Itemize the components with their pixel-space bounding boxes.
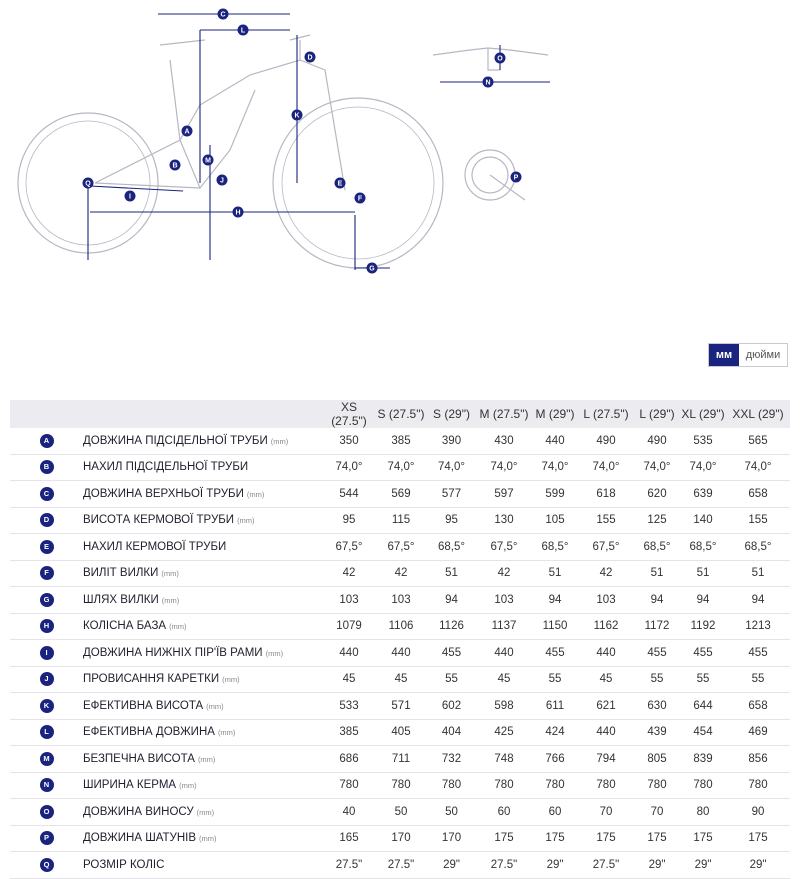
value-cell: 1162 [578, 613, 634, 640]
value-cell: 125 [634, 507, 680, 534]
value-cell: 686 [323, 746, 375, 773]
value-cell: 68,5° [726, 534, 790, 561]
value-cell: 748 [476, 746, 532, 773]
value-cell: 74,0° [634, 454, 680, 481]
value-cell: 780 [578, 772, 634, 799]
value-cell: 1150 [532, 613, 578, 640]
size-header: S (29") [427, 400, 476, 428]
value-cell: 469 [726, 719, 790, 746]
row-label-cell [83, 587, 323, 614]
value-cell: 455 [427, 640, 476, 667]
value-cell: 74,0° [375, 454, 427, 481]
table-row [10, 799, 790, 826]
value-cell: 51 [680, 560, 726, 587]
value-cell: 55 [427, 666, 476, 693]
value-cell: 455 [532, 640, 578, 667]
value-cell: 80 [680, 799, 726, 826]
value-cell: 42 [578, 560, 634, 587]
value-cell: 780 [323, 772, 375, 799]
value-cell: 602 [427, 693, 476, 720]
value-cell: 440 [476, 640, 532, 667]
value-cell: 440 [532, 428, 578, 454]
row-label: ДОВЖИНА ПІДСІДЕЛЬНОЇ ТРУБИ [83, 434, 268, 447]
size-header: XL (29") [680, 400, 726, 428]
value-cell: 55 [634, 666, 680, 693]
value-cell: 639 [680, 481, 726, 508]
unit-toggle[interactable] [708, 343, 788, 367]
value-cell: 51 [532, 560, 578, 587]
value-cell: 115 [375, 507, 427, 534]
value-cell: 103 [375, 587, 427, 614]
svg-text:H: H [235, 209, 241, 217]
badge-cell [10, 560, 83, 587]
svg-text:N: N [485, 79, 491, 87]
svg-text:D: D [307, 54, 313, 62]
svg-text:K: K [294, 112, 300, 120]
value-cell: 620 [634, 481, 680, 508]
row-label-cell [83, 640, 323, 667]
value-cell: 74,0° [726, 454, 790, 481]
row-label-cell [83, 534, 323, 561]
value-cell: 94 [532, 587, 578, 614]
row-letter-badge: C [40, 487, 54, 501]
row-label: ДОВЖИНА ВЕРХНЬОЇ ТРУБИ [83, 487, 244, 500]
row-label-cell [83, 825, 323, 852]
value-cell: 599 [532, 481, 578, 508]
size-header: L (27.5") [578, 400, 634, 428]
row-unit: (mm) [161, 595, 180, 605]
row-letter-badge: D [40, 513, 54, 527]
badge-cell [10, 666, 83, 693]
value-cell: 67,5° [323, 534, 375, 561]
value-cell: 535 [680, 428, 726, 454]
value-cell: 618 [578, 481, 634, 508]
size-header: XXL (29") [726, 400, 790, 428]
value-cell: 45 [578, 666, 634, 693]
value-cell: 565 [726, 428, 790, 454]
svg-text:J: J [220, 177, 224, 185]
value-cell: 170 [375, 825, 427, 852]
value-cell: 1192 [680, 613, 726, 640]
badge-cell [10, 746, 83, 773]
table-row [10, 666, 790, 693]
table-row [10, 852, 790, 879]
value-cell: 29" [634, 852, 680, 879]
value-cell: 51 [427, 560, 476, 587]
value-cell: 1106 [375, 613, 427, 640]
svg-text:I: I [129, 193, 131, 201]
value-cell: 621 [578, 693, 634, 720]
header-blank [83, 400, 323, 428]
table-row [10, 640, 790, 667]
value-cell: 455 [680, 640, 726, 667]
table-row [10, 560, 790, 587]
row-label-cell [83, 693, 323, 720]
row-label: ВИСОТА КЕРМОВОЇ ТРУБИ [83, 514, 235, 527]
value-cell: 350 [323, 428, 375, 454]
row-letter-badge: M [40, 752, 54, 766]
badge-cell [10, 454, 83, 481]
row-label-cell [83, 666, 323, 693]
value-cell: 42 [323, 560, 375, 587]
row-letter-badge: J [40, 672, 54, 686]
row-label-cell [83, 560, 323, 587]
value-cell: 385 [375, 428, 427, 454]
row-letter-badge: K [40, 699, 54, 713]
badge-cell [10, 852, 83, 879]
row-label: ШЛЯХ ВИЛКИ [83, 593, 159, 606]
row-unit: (mm) [197, 754, 216, 764]
badge-cell [10, 613, 83, 640]
badge-cell [10, 772, 83, 799]
value-cell: 94 [427, 587, 476, 614]
row-label-cell [83, 613, 323, 640]
value-cell: 424 [532, 719, 578, 746]
value-cell: 544 [323, 481, 375, 508]
value-cell: 430 [476, 428, 532, 454]
value-cell: 175 [578, 825, 634, 852]
value-cell: 1172 [634, 613, 680, 640]
value-cell: 40 [323, 799, 375, 826]
table-row [10, 587, 790, 614]
value-cell: 45 [323, 666, 375, 693]
value-cell: 175 [680, 825, 726, 852]
row-label: ДОВЖИНА ВИНОСУ [83, 805, 194, 818]
value-cell: 29" [532, 852, 578, 879]
row-label-cell [83, 852, 323, 879]
row-label: ЕФЕКТИВНА ДОВЖИНА [83, 726, 215, 739]
value-cell: 27.5" [375, 852, 427, 879]
size-header: XS (27.5") [323, 400, 375, 428]
row-letter-badge: Q [40, 858, 54, 872]
value-cell: 74,0° [578, 454, 634, 481]
value-cell: 50 [375, 799, 427, 826]
row-unit: (mm) [217, 728, 236, 738]
row-letter-badge: E [40, 540, 54, 554]
value-cell: 67,5° [578, 534, 634, 561]
badge-cell [10, 507, 83, 534]
value-cell: 440 [375, 640, 427, 667]
value-cell: 440 [578, 719, 634, 746]
value-cell: 155 [578, 507, 634, 534]
value-cell: 175 [634, 825, 680, 852]
value-cell: 68,5° [680, 534, 726, 561]
value-cell: 440 [578, 640, 634, 667]
row-letter-badge: H [40, 619, 54, 633]
row-label: ПРОВИСАННЯ КАРЕТКИ [83, 673, 220, 686]
value-cell: 27.5" [323, 852, 375, 879]
value-cell: 455 [726, 640, 790, 667]
value-cell: 55 [726, 666, 790, 693]
row-label: НАХИЛ КЕРМОВОЇ ТРУБИ [83, 540, 227, 553]
value-cell: 29" [680, 852, 726, 879]
value-cell: 27.5" [476, 852, 532, 879]
value-cell: 74,0° [323, 454, 375, 481]
table-row [10, 746, 790, 773]
value-cell: 74,0° [680, 454, 726, 481]
value-cell: 70 [578, 799, 634, 826]
row-label: КОЛІСНА БАЗА [83, 620, 167, 633]
svg-text:O: O [497, 55, 503, 63]
value-cell: 569 [375, 481, 427, 508]
row-letter-badge: N [40, 778, 54, 792]
value-cell: 155 [726, 507, 790, 534]
value-cell: 711 [375, 746, 427, 773]
value-cell: 27.5" [578, 852, 634, 879]
row-label-cell [83, 428, 323, 454]
row-label: НАХИЛ ПІДСІДЕЛЬНОЇ ТРУБИ [83, 461, 249, 474]
row-unit: (mm) [206, 701, 224, 711]
value-cell: 577 [427, 481, 476, 508]
value-cell: 490 [578, 428, 634, 454]
svg-text:C: C [220, 11, 226, 19]
value-cell: 103 [323, 587, 375, 614]
row-unit: (mm) [161, 569, 179, 579]
value-cell: 105 [532, 507, 578, 534]
badge-cell [10, 640, 83, 667]
value-cell: 94 [726, 587, 790, 614]
row-letter-badge: A [40, 434, 54, 448]
value-cell: 67,5° [476, 534, 532, 561]
value-cell: 533 [323, 693, 375, 720]
value-cell: 405 [375, 719, 427, 746]
value-cell: 571 [375, 693, 427, 720]
value-cell: 68,5° [532, 534, 578, 561]
row-unit: (mm) [222, 675, 240, 685]
unit-mm-button[interactable]: мм [709, 344, 739, 366]
value-cell: 455 [634, 640, 680, 667]
value-cell: 130 [476, 507, 532, 534]
size-header: S (27.5") [375, 400, 427, 428]
row-unit: (mm) [179, 781, 197, 791]
badge-cell [10, 825, 83, 852]
size-header: L (29") [634, 400, 680, 428]
value-cell: 404 [427, 719, 476, 746]
value-cell: 74,0° [532, 454, 578, 481]
value-cell: 658 [726, 693, 790, 720]
size-header: M (29") [532, 400, 578, 428]
svg-text:E: E [337, 180, 343, 188]
row-letter-badge: O [40, 805, 54, 819]
table-row [10, 719, 790, 746]
value-cell: 175 [726, 825, 790, 852]
badge-cell [10, 719, 83, 746]
value-cell: 68,5° [427, 534, 476, 561]
value-cell: 55 [680, 666, 726, 693]
value-cell: 51 [634, 560, 680, 587]
row-unit: (mm) [199, 834, 217, 844]
value-cell: 732 [427, 746, 476, 773]
value-cell: 1126 [427, 613, 476, 640]
table-row [10, 613, 790, 640]
svg-text:L: L [240, 27, 246, 35]
value-cell: 1137 [476, 613, 532, 640]
value-cell: 94 [634, 587, 680, 614]
value-cell: 51 [726, 560, 790, 587]
value-cell: 630 [634, 693, 680, 720]
value-cell: 175 [476, 825, 532, 852]
row-label: РОЗМІР КОЛІС [83, 858, 165, 871]
value-cell: 50 [427, 799, 476, 826]
value-cell: 45 [476, 666, 532, 693]
row-label-cell [83, 746, 323, 773]
row-label-cell [83, 799, 323, 826]
value-cell: 780 [680, 772, 726, 799]
row-label: ДОВЖИНА ШАТУНІВ [83, 832, 197, 845]
value-cell: 780 [375, 772, 427, 799]
svg-text:A: A [184, 128, 190, 136]
value-cell: 780 [726, 772, 790, 799]
row-letter-badge: G [40, 593, 54, 607]
badge-cell [10, 587, 83, 614]
unit-inches-button[interactable]: дюйми [739, 344, 787, 366]
badge-cell [10, 799, 83, 826]
value-cell: 780 [476, 772, 532, 799]
value-cell: 68,5° [634, 534, 680, 561]
value-cell: 856 [726, 746, 790, 773]
value-cell: 425 [476, 719, 532, 746]
value-cell: 103 [476, 587, 532, 614]
value-cell: 611 [532, 693, 578, 720]
row-letter-badge: F [40, 566, 54, 580]
badge-cell [10, 428, 83, 454]
table-row [10, 481, 790, 508]
row-letter-badge: P [40, 831, 54, 845]
value-cell: 70 [634, 799, 680, 826]
row-label-cell [83, 481, 323, 508]
value-cell: 140 [680, 507, 726, 534]
value-cell: 74,0° [427, 454, 476, 481]
value-cell: 95 [427, 507, 476, 534]
row-label-cell [83, 719, 323, 746]
row-label: ШИРИНА КЕРМА [83, 779, 177, 792]
badge-cell [10, 481, 83, 508]
svg-text:G: G [369, 265, 375, 273]
value-cell: 29" [427, 852, 476, 879]
svg-text:B: B [172, 162, 178, 170]
value-cell: 170 [427, 825, 476, 852]
row-letter-badge: I [40, 646, 54, 660]
table-row [10, 507, 790, 534]
table-row [10, 454, 790, 481]
row-unit: (mm) [270, 436, 289, 446]
value-cell: 597 [476, 481, 532, 508]
value-cell: 74,0° [476, 454, 532, 481]
row-label: ЕФЕКТИВНА ВИСОТА [83, 699, 204, 712]
value-cell: 60 [476, 799, 532, 826]
value-cell: 839 [680, 746, 726, 773]
row-label: БЕЗПЕЧНА ВИСОТА [83, 752, 195, 765]
table-row [10, 693, 790, 720]
row-unit: (mm) [265, 648, 284, 658]
value-cell: 794 [578, 746, 634, 773]
table-row [10, 825, 790, 852]
badge-cell [10, 534, 83, 561]
table-row [10, 428, 790, 454]
value-cell: 95 [323, 507, 375, 534]
svg-text:F: F [357, 195, 363, 203]
value-cell: 1213 [726, 613, 790, 640]
value-cell: 780 [634, 772, 680, 799]
svg-text:M: M [205, 157, 211, 165]
handlebar-drawing [433, 48, 548, 70]
value-cell: 103 [578, 587, 634, 614]
table-row [10, 772, 790, 799]
row-unit: (mm) [246, 489, 265, 499]
front-wheel [273, 98, 443, 268]
bike-geometry-diagram [0, 0, 800, 300]
row-label: ВИЛІТ ВИЛКИ [83, 567, 159, 580]
row-unit: (mm) [237, 516, 255, 526]
value-cell: 94 [680, 587, 726, 614]
table-header-row [10, 400, 790, 428]
value-cell: 175 [532, 825, 578, 852]
row-unit: (mm) [169, 622, 187, 632]
value-cell: 598 [476, 693, 532, 720]
header-blank [10, 400, 83, 428]
row-letter-badge: B [40, 460, 54, 474]
value-cell: 780 [532, 772, 578, 799]
value-cell: 644 [680, 693, 726, 720]
geometry-table [10, 400, 790, 879]
size-header: M (27.5") [476, 400, 532, 428]
value-cell: 490 [634, 428, 680, 454]
row-label-cell [83, 454, 323, 481]
table-row [10, 534, 790, 561]
row-letter-badge: L [40, 725, 54, 739]
row-unit: (mm) [196, 807, 215, 817]
value-cell: 42 [476, 560, 532, 587]
value-cell: 385 [323, 719, 375, 746]
value-cell: 439 [634, 719, 680, 746]
value-cell: 780 [427, 772, 476, 799]
value-cell: 658 [726, 481, 790, 508]
value-cell: 29" [726, 852, 790, 879]
svg-text:Q: Q [85, 180, 91, 188]
value-cell: 42 [375, 560, 427, 587]
badge-cell [10, 693, 83, 720]
value-cell: 805 [634, 746, 680, 773]
value-cell: 60 [532, 799, 578, 826]
value-cell: 440 [323, 640, 375, 667]
value-cell: 55 [532, 666, 578, 693]
row-label-cell [83, 772, 323, 799]
row-label-cell [83, 507, 323, 534]
value-cell: 390 [427, 428, 476, 454]
value-cell: 67,5° [375, 534, 427, 561]
value-cell: 1079 [323, 613, 375, 640]
value-cell: 454 [680, 719, 726, 746]
value-cell: 90 [726, 799, 790, 826]
value-cell: 766 [532, 746, 578, 773]
row-label: ДОВЖИНА НИЖНІХ ПІР'ЇВ РАМИ [83, 646, 263, 659]
svg-text:P: P [513, 174, 519, 182]
value-cell: 45 [375, 666, 427, 693]
value-cell: 165 [323, 825, 375, 852]
